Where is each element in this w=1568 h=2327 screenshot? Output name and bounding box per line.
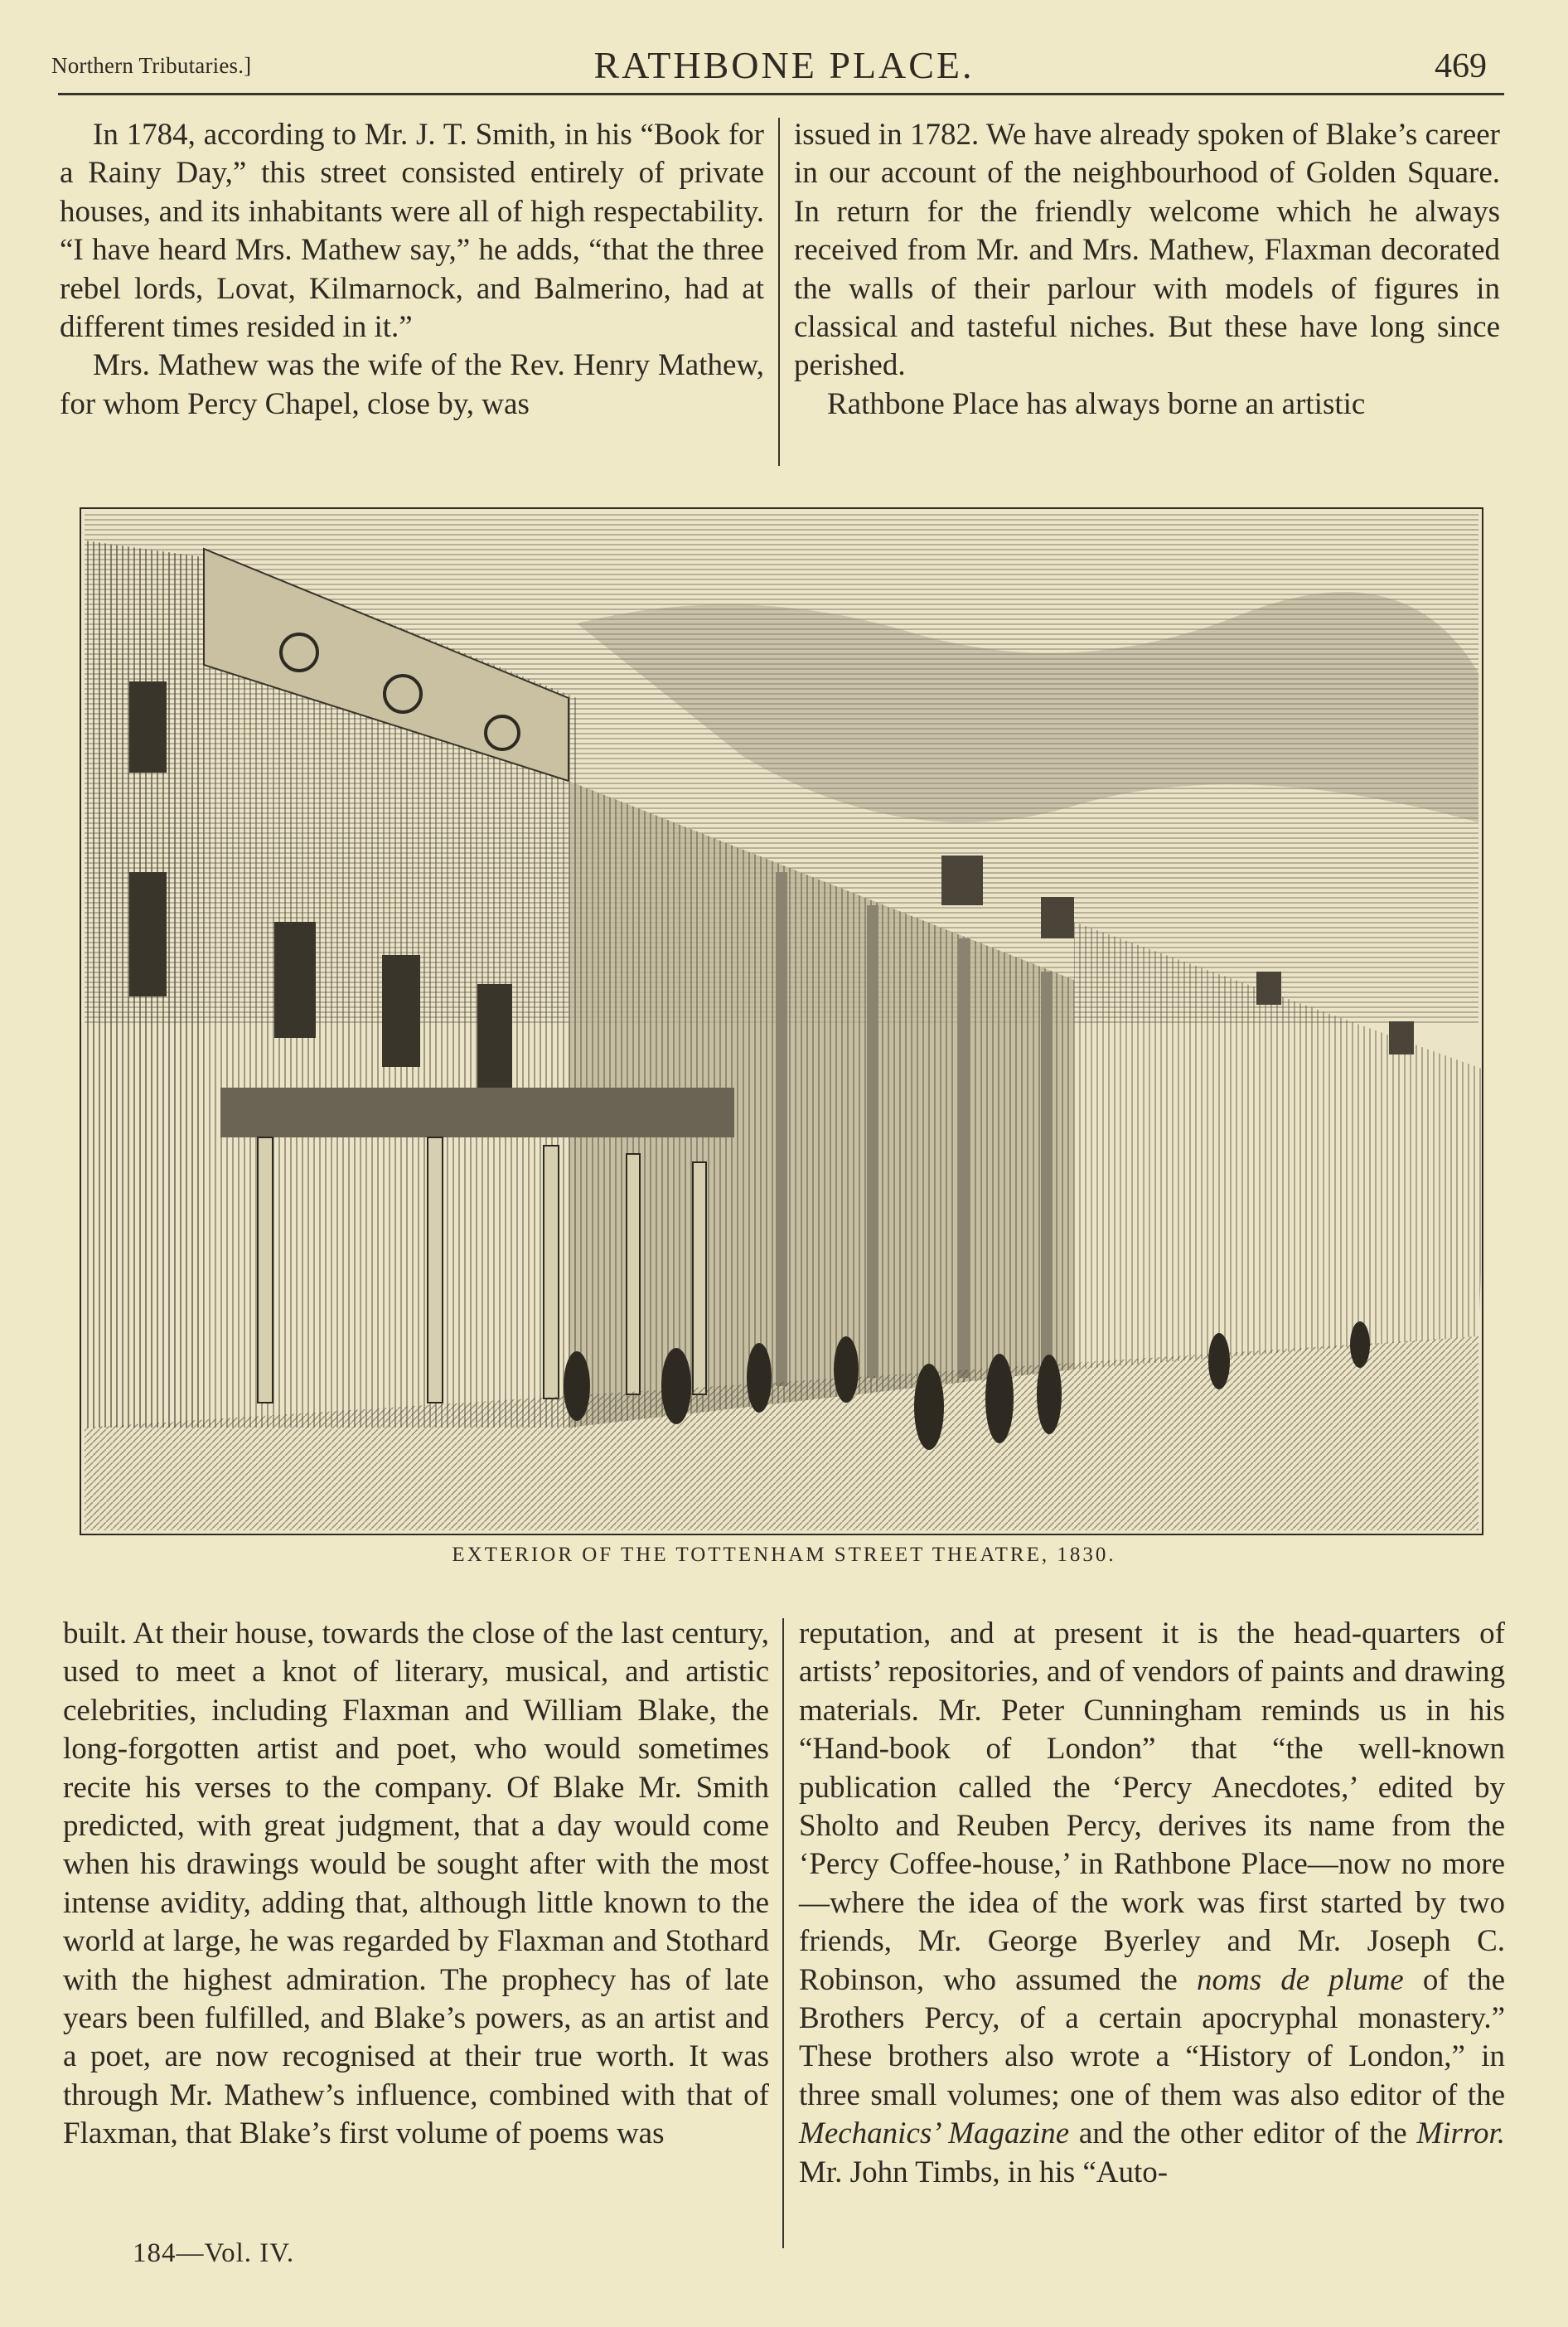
column-divider — [778, 118, 780, 466]
signature-mark: 184—Vol. IV. — [133, 2238, 295, 2268]
paragraph: Mrs. Mathew was the wife of the Rev. Henry Mathew, for whom Percy Chapel, close by, was — [60, 348, 764, 421]
column-divider — [782, 1618, 784, 2248]
header-rule — [58, 93, 1504, 95]
bottom-right-column — [799, 1615, 1505, 2192]
paragraph: In 1784, according to Mr. J. T. Smith, in his “Book for a Rainy Day,” this street consisted entirely of private houses, and its inhabitants were all of high respectability. “I have heard Mrs. Mathew say,” he adds, “that the three rebel lords, Lovat, Kilmarnock, and Balmerino, had at different times resided in it.” — [60, 118, 764, 345]
text-run: of the Brothers Percy, of a certain apocryphal monastery.” These brothers also wrote a “History of London,” in three small volumes; one of them was also editor of the — [799, 1962, 1506, 2112]
page-number: 469 — [1435, 47, 1487, 85]
paragraph: issued in 1782. We have already spoken of Blake’s career in our account of the neighbourhood of Golden Square. In return for the friendly welcome which he always received from Mr. and Mrs. Mathew, Flaxman decorated the walls of their parlour with models of figures in classical and tasteful niches. But these have long since perished. — [794, 118, 1500, 383]
bottom-left-column — [63, 1615, 769, 2154]
paragraph: built. At their house, towards the close of the last century, used to meet a knot of literary, musical, and artistic celebrities, including Flaxman and William Blake, the long-forgotten artist and poet, who would sometimes recite his verses to the company. Of Blake Mr. Smith predicted, with great judgment, that a day would come when his drawings would be sought after with the most intense avidity, adding that, although little known to the world at large, he was regarded by Flaxman and Stothard with the highest admiration. The prophecy has of late years been fulfilled, and Blake’s powers, as an artist and a poet, are now recognised at their true worth. It was through Mr. Mathew’s influence, combined with that of Flaxman, that Blake’s first volume of poems was — [63, 1617, 769, 2151]
italic-title: Mirror. — [1416, 2116, 1505, 2151]
running-header-section: Northern Tributaries.] — [51, 53, 252, 78]
paragraph — [799, 1615, 1505, 2192]
italic-title: Mechanics’ Magazine — [799, 2116, 1070, 2151]
paragraph: Rathbone Place has always borne an artistic — [827, 386, 1366, 421]
top-right-column — [794, 116, 1500, 424]
running-header-title: RATHBONE PLACE. — [593, 44, 975, 86]
figure-caption: EXTERIOR OF THE TOTTENHAM STREET THEATRE, 1830. — [452, 1544, 1116, 1566]
top-left-column — [60, 116, 764, 424]
text-run: and the other editor of the — [1069, 2116, 1417, 2151]
text-run: Mr. John Timbs, in his “Auto- — [799, 2155, 1169, 2189]
text-run: reputation, and at present it is the head-quarters of artists’ repositories, and of vendors of paints and drawing materials. Mr. Peter Cunningham reminds us in his “Hand-book of London” that “the well-known publication called the ‘Percy Anecdotes,’ edited by Sholto and Reuben Percy, derives its name from the ‘Percy Coffee-house,’ in Rathbone Place—now no more—where the idea of the work was first started by two friends, Mr. George Byerley and Mr. Joseph C. Robinson, who assumed the — [799, 1617, 1505, 1997]
italic-phrase: noms de plume — [1196, 1962, 1404, 1997]
engraving-illustration — [80, 507, 1483, 1535]
theatre-engraving — [80, 507, 1483, 1535]
